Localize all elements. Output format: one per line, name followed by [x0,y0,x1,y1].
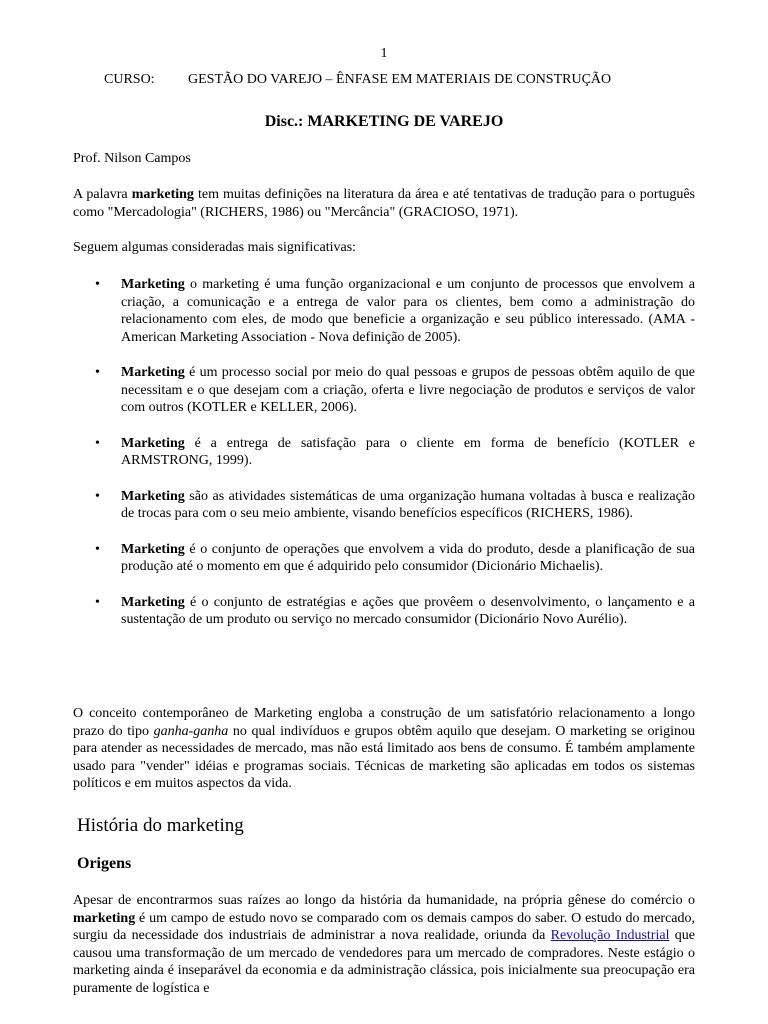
definitions-list [73,276,695,647]
page-number: 1 [380,46,388,61]
intro-text-before: A palavra [73,187,132,202]
concept-paragraph [73,705,695,793]
course-line [104,72,611,88]
professor-name: Prof. Nilson Campos [73,151,191,166]
definition-text: é um processo social por meio do qual pessoas e grupos de pessoas obtêm aquilo de que necessitam e o que desejam com a criação, oferta e livre negociação de produtos e serviços de valor com outros (KOTLER e KELLER, 2006). [121,365,695,415]
bullet-icon: • [95,594,100,610]
definition-text: são as atividades sistemáticas de uma organização humana voltadas à busca e realização de trocas para com o seu meio ambiente, visando benefícios específicos (RICHERS, 1986). [121,488,695,521]
history-heading: História do marketing [77,815,244,836]
course-label: CURSO: [104,72,155,87]
bullet-icon: • [95,541,100,557]
list-item [73,541,695,576]
bullet-icon: • [95,365,100,380]
origins-paragraph [73,892,695,997]
concept-italic-term: ganha-ganha [153,723,229,739]
definition-text: é o conjunto de operações que envolvem a vida do produto, desde a planificação de sua produção até o momento em que é adquirido pelo consumidor (Dicionário Michaelis). [121,541,695,574]
list-item [73,435,695,470]
bullet-icon: • [95,435,100,451]
origins-bold-term: marketing [73,910,136,926]
definition-term: Marketing [121,541,185,557]
intro-bold-term: marketing [131,187,194,202]
concept-text-after: no qual indivíduos e grupos obtêm aquilo que desejam. O marketing se originou para atender as necessidades de mercado, mas não está limitado aos bens de consumo. É também amplamente usado para "vender" idéias e programas sociais. Técnicas de marketing são aplicadas em todos os sistemas políticos e em muitos aspectos da vida. [73,723,695,791]
definition-term: Marketing [121,365,185,380]
definition-text: o marketing é uma função organizacional e um conjunto de processos que envolvem a criação, a comunicação e a entrega de valor para os clientes, bem como a administração do relacionamento com eles, de modo que beneficie a organização e seu público interessado. (AMA - American Marketing Association - Nova definição de 2005). [121,277,695,345]
list-item [73,364,695,417]
course-value: GESTÃO DO VAREJO – ÊNFASE EM MATERIAIS DE CONSTRUÇÃO [188,72,612,87]
bullet-icon: • [95,488,100,504]
definition-term: Marketing [121,435,185,451]
definition-text: é a entrega de satisfação para o cliente em forma de benefício (KOTLER e ARMSTRONG, 1999). [121,435,695,468]
intro-paragraph [73,186,695,221]
list-item [73,488,695,523]
discipline-title: Disc.: MARKETING DE VAREJO [264,113,504,130]
list-item [73,594,695,629]
origins-heading: Origens [77,855,132,872]
bullet-icon: • [95,277,100,292]
definition-term: Marketing [121,277,185,292]
revolucao-industrial-link[interactable]: Revolução Industrial [550,928,670,943]
definition-term: Marketing [121,594,185,610]
origins-text-1: Apesar de encontrarmos suas raízes ao longo da história da humanidade, na própria gênese do comércio o [73,893,695,908]
origins-text-2: é um campo de estudo novo se comparado com os demais campos do saber. O estudo do mercado, surgiu da necessidade dos industriais de administrar a nova realidade, oriunda da [73,910,695,943]
definition-term: Marketing [121,488,185,504]
origins-text-3: que causou uma transformação de um mercado de vendedores para um mercado de compradores. Neste estágio o marketing ainda é inseparável da economia e da administração clássica, pois inicialmente sua preocupação era puramente de logística e [73,928,695,996]
list-item [73,276,695,346]
intro-text-after: tem muitas definições na literatura da área e até tentativas de tradução para o português como "Mercadologia" (RICHERS, 1986) ou "Mercância" (GRACIOSO, 1971). [73,187,695,220]
definition-text: é o conjunto de estratégias e ações que provêem o desenvolvimento, o lançamento e a sustentação de um produto ou serviço no mercado consumidor (Dicionário Novo Aurélio). [121,594,695,627]
list-intro: Seguem algumas consideradas mais significativas: [73,240,357,255]
concept-text-before: O conceito contemporâneo de Marketing engloba a construção de um satisfatório relacionamento a longo prazo do tipo [73,706,695,739]
